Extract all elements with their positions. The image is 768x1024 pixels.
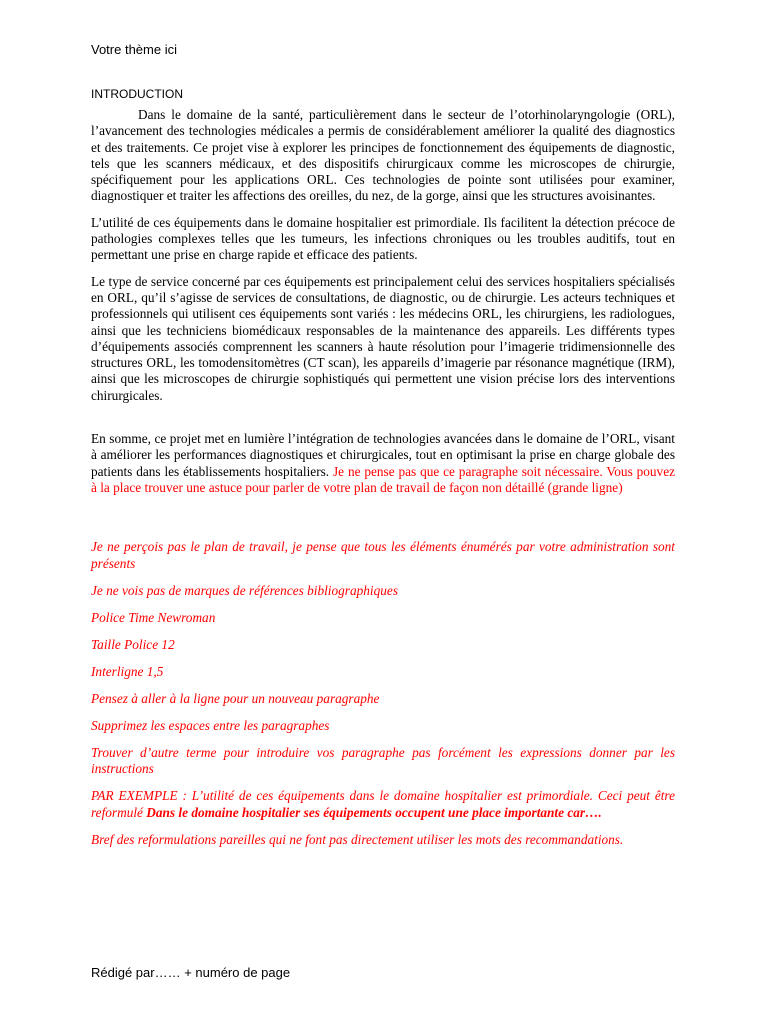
example-prefix: PAR EXEMPLE : L’utilité de ces équipements dans le domaine hospitalier est primordiale. Ceci peut être reformulé: [91, 788, 675, 820]
blank-line: [91, 414, 675, 431]
reviewer-note: Interligne 1,5: [91, 663, 164, 679]
blank-line: [91, 506, 675, 539]
document-body: [91, 87, 675, 859]
paragraph-2: L’utilité de ces équipements dans le domaine hospitalier est primordiale. Ils facilitent la détection précoce de pathologies complexes telles que les tumeurs, les infections chroniques ou les troubles auditifs, tout en permettant une prise en charge rapide et efficace des patients.: [91, 214, 675, 263]
page-header: Votre thème ici: [91, 42, 177, 57]
reviewer-note: Je ne vois pas de marques de références bibliographiques: [91, 582, 398, 598]
example-reformulation: Dans le domaine hospitalier ses équipements occupent une place importante car….: [146, 804, 602, 820]
paragraph-4-text: En somme, ce projet met en lumière l’intégration de technologies avancées dans le domaine de l’ORL, visant à améliorer les performances diagnostiques et chirurgicales, tout en optimisant la prise en charge globale des patients dans les établissements hospitaliers.: [91, 431, 675, 479]
reviewer-note: Police Time Newroman: [91, 609, 216, 625]
reviewer-note: Bref des reformulations pareilles qui ne font pas directement utiliser les mots des recommandations.: [91, 831, 624, 847]
section-title: INTRODUCTION: [91, 87, 183, 101]
reviewer-note: Taille Police 12: [91, 636, 175, 652]
reviewer-note: Je ne perçois pas le plan de travail, je pense que tous les éléments énumérés par votre administration sont présents: [91, 539, 675, 571]
paragraph-4: [91, 431, 675, 496]
reviewer-note: Trouver d’autre terme pour introduire vos paragraphe pas forcément les expressions donner par les instructions: [91, 744, 675, 777]
reviewer-note-example: [91, 788, 675, 821]
reviewer-comment-inline: Je ne pense pas que ce paragraphe soit nécessaire. Vous pouvez à la place trouver une astuce pour parler de votre plan de travail de façon non détaillé (grande ligne): [91, 463, 675, 495]
reviewer-note: Pensez à aller à la ligne pour un nouveau paragraphe: [91, 690, 380, 706]
paragraph-1: Dans le domaine de la santé, particulièrement dans le secteur de l’otorhinolaryngologie (ORL), l’avancement des technologies médicales a permis de considérablement améliorer la qualité des diagnostics et des traitements. Ce projet vise à explorer les principes de fonctionnement des équipements de diagnostic, tels que les scanners médicaux, et des dispositifs chirurgicaux comme les microscopes de chirurgie, spécifiquement pour les applications ORL. Ces technologies de pointe sont utilisées pour examiner, diagnostiquer et traiter les affections des oreilles, du nez, de la gorge, ainsi que les structures avoisinantes.: [91, 107, 675, 204]
paragraph-3: Le type de service concerné par ces équipements est principalement celui des services hospitaliers spécialisés en ORL, qu’il s’agisse de services de consultations, de diagnostic, ou de chirurgie. Les acteurs techniques et professionnels qui utilisent ces équipements sont variés : les médecins ORL, les chirurgiens, les radiologues, ainsi que les techniciens biomédicaux responsables de la maintenance des appareils. Les différents types d’équipements associés comprennent les scanners à haute résolution pour l’imagerie tridimensionnelle des structures ORL, les tomodensitomètres (CT scan), les appareils d’imagerie par résonance magnétique (IRM), ainsi que les microscopes de chirurgie sophistiqués qui permettent une vision précise lors des interventions chirurgicales.: [91, 273, 675, 403]
page-footer: Rédigé par…… + numéro de page: [91, 965, 291, 980]
reviewer-note: Supprimez les espaces entre les paragraphes: [91, 717, 330, 733]
